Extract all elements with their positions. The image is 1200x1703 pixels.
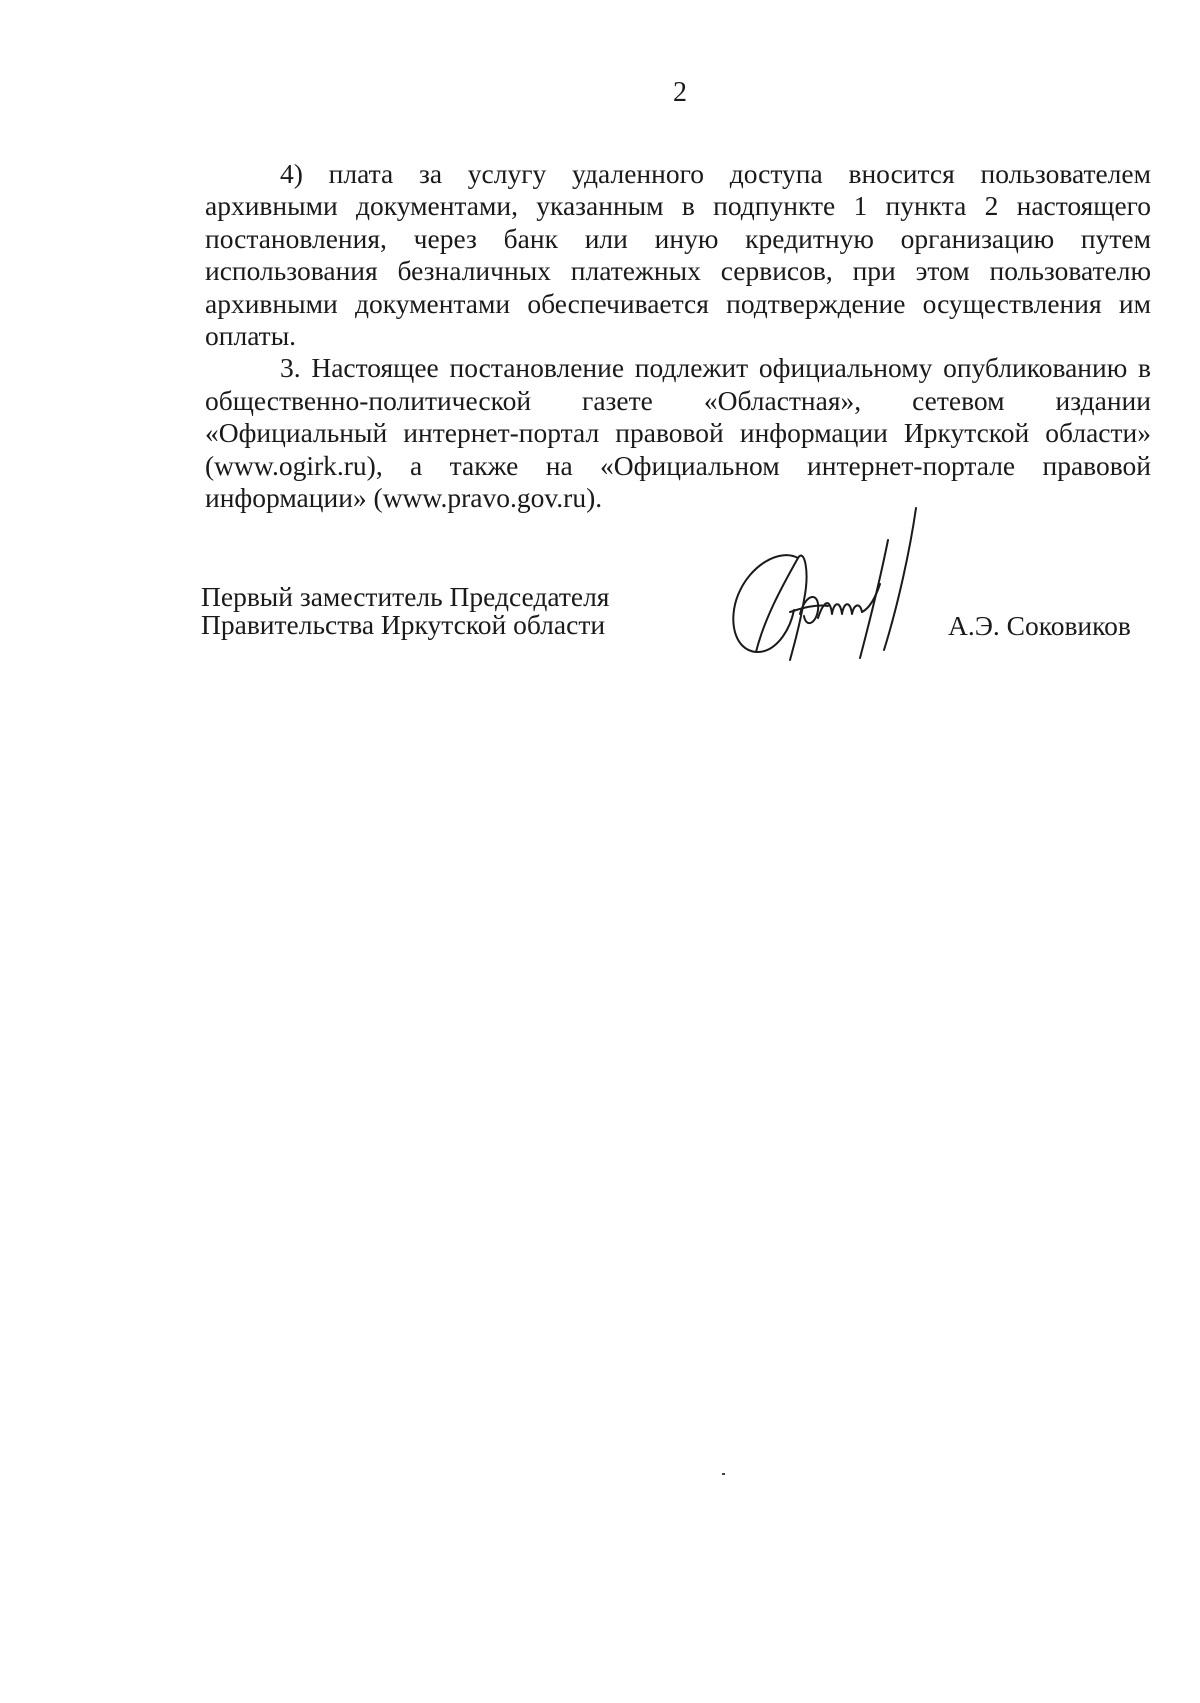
document-body [205, 158, 1151, 514]
paragraph-publication: 3. Настоящее постановление подлежит официальному опубликованию в общественно-политической газете «Областная», сетевом издании «Официальный интернет-портал правовой информации Иркутской области» (www.ogirk.ru), а также на «Официальном интернет-портале правовой информации» (www.pravo.gov.ru). [205, 352, 1151, 514]
signatory-position-line2: Правительства Иркутской области [201, 609, 606, 640]
page-number: 2 [673, 77, 687, 108]
paragraph-payment: 4) плата за услугу удаленного доступа вносится пользователем архивными документами, указанным в подпункте 1 пункта 2 настоящего постановления, через банк или иную кредитную организацию путем использования безналичных платежных сервисов, при этом пользователю архивными документами обеспечивается подтверждение осуществления им оплаты. [205, 158, 1151, 352]
signatory-position-line1: Первый заместитель Председателя [201, 581, 610, 612]
signatory-position [201, 583, 609, 639]
handwritten-signature [720, 500, 960, 665]
scan-speck [722, 1473, 725, 1475]
signatory-name: А.Э. Соковиков [948, 610, 1131, 641]
